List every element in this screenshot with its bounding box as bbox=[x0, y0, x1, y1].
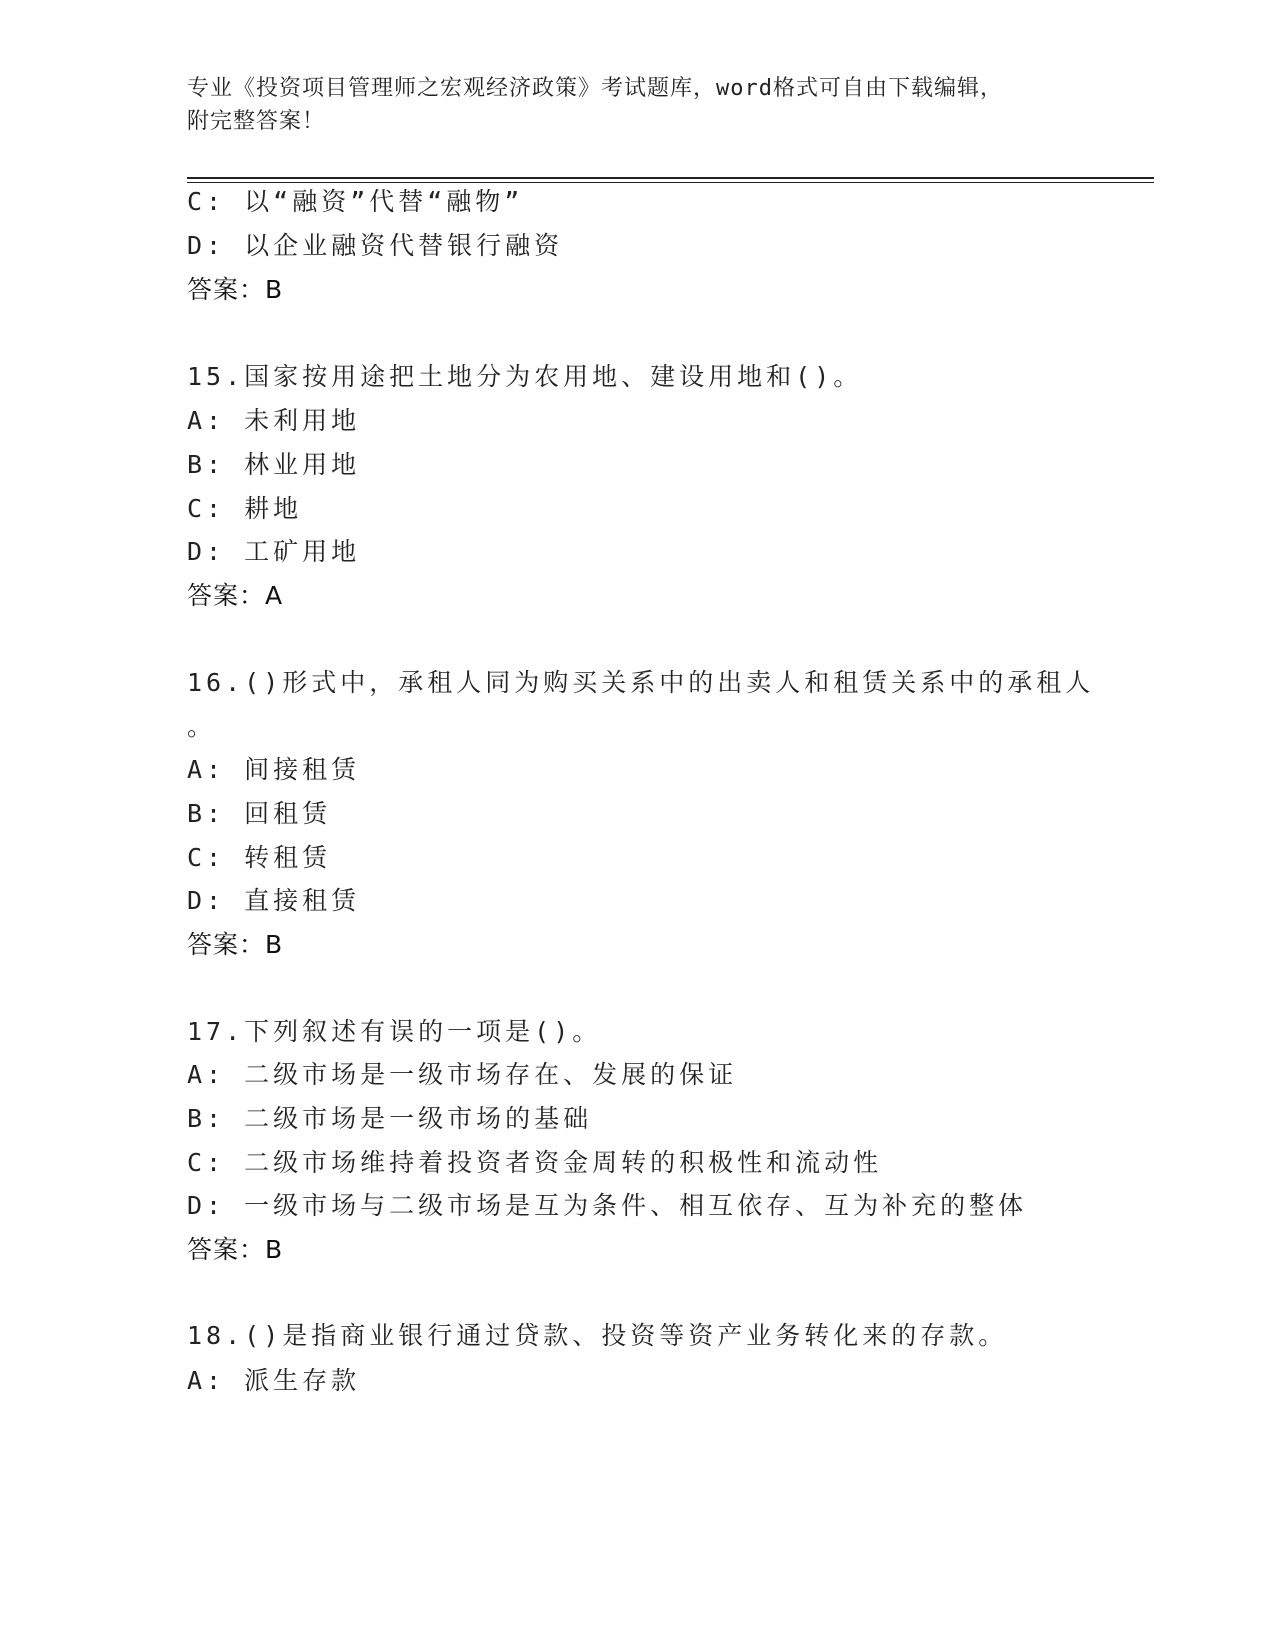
header-divider-thin bbox=[187, 182, 1154, 183]
q16-question-line-2: 。 bbox=[187, 712, 217, 741]
q16-option-b: B: 回租赁 bbox=[187, 799, 332, 828]
q15-option-d: D: 工矿用地 bbox=[187, 537, 361, 566]
q15-option-c: C: 耕地 bbox=[187, 494, 303, 523]
q17-option-b: B: 二级市场是一级市场的基础 bbox=[187, 1104, 593, 1133]
q17-option-a: A: 二级市场是一级市场存在、发展的保证 bbox=[187, 1060, 738, 1089]
q16-option-d: D: 直接租赁 bbox=[187, 886, 361, 915]
q14-answer: 答案：B bbox=[187, 275, 284, 304]
header-line-2: 附完整答案！ bbox=[187, 109, 326, 134]
q16-question-line-1: 16.()形式中，承租人同为购买关系中的出卖人和租赁关系中的承租人 bbox=[187, 668, 1095, 697]
q17-option-c: C: 二级市场维持着投资者资金周转的积极性和流动性 bbox=[187, 1148, 883, 1177]
header-line-1: 专业《投资项目管理师之宏观经济政策》考试题库，word格式可自由下载编辑， bbox=[187, 76, 1003, 101]
q16-option-c: C: 转租赁 bbox=[187, 843, 332, 872]
q18-question: 18.()是指商业银行通过贷款、投资等资产业务转化来的存款。 bbox=[187, 1321, 1008, 1350]
q14-option-d: D: 以企业融资代替银行融资 bbox=[187, 231, 564, 260]
q15-option-a: A: 未利用地 bbox=[187, 406, 361, 435]
q15-option-b: B: 林业用地 bbox=[187, 450, 361, 479]
header-divider-thick bbox=[187, 177, 1154, 179]
q16-answer: 答案：B bbox=[187, 930, 284, 959]
q15-answer: 答案：A bbox=[187, 581, 284, 610]
q14-option-c: C: 以“融资”代替“融物” bbox=[187, 187, 524, 216]
q17-option-d: D: 一级市场与二级市场是互为条件、相互依存、互为补充的整体 bbox=[187, 1191, 1028, 1220]
document-header bbox=[187, 72, 1067, 138]
q15-question: 15.国家按用途把土地分为农用地、建设用地和()。 bbox=[187, 362, 863, 391]
q18-option-a: A: 派生存款 bbox=[187, 1366, 361, 1395]
q17-question: 17.下列叙述有误的一项是()。 bbox=[187, 1017, 602, 1046]
q16-option-a: A: 间接租赁 bbox=[187, 755, 361, 784]
q17-answer: 答案：B bbox=[187, 1235, 284, 1264]
